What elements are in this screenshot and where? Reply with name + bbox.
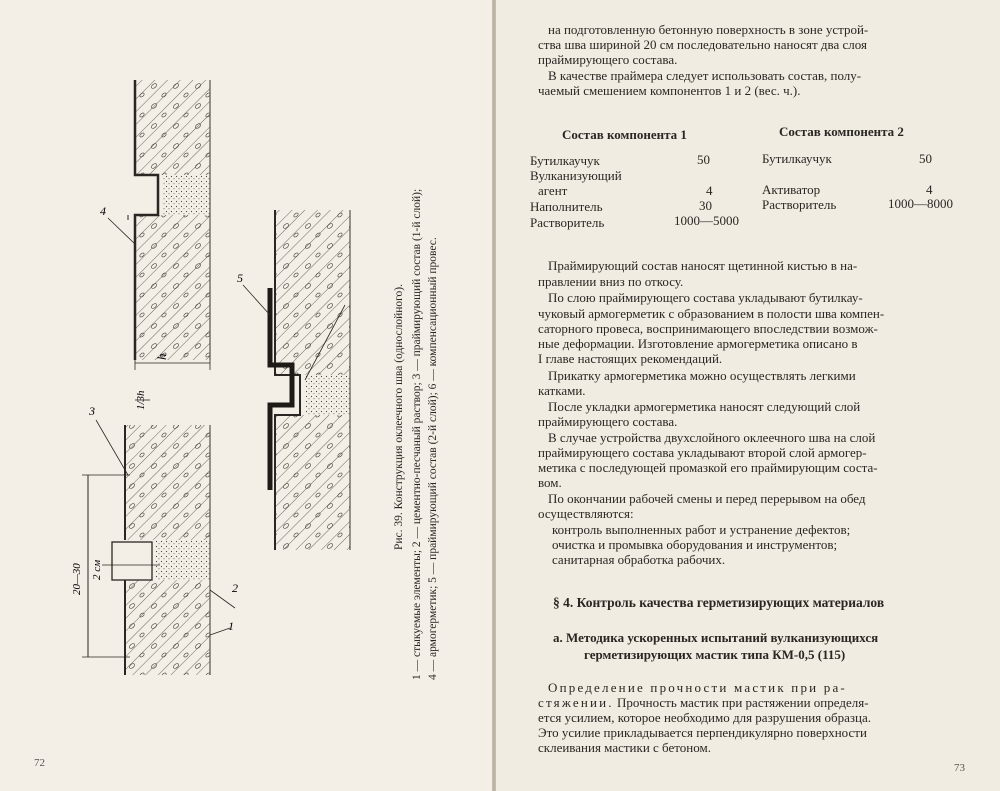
caption-line-2: 1 — стыкуемые элементы; 2 — цементно-песчаный раствор; 3 — праймирующий состав (1-й слой); — [411, 188, 423, 680]
lower-left-element — [71, 425, 210, 675]
page-number-left: 72 — [34, 757, 45, 769]
component-2-title: Состав компонента 2 — [779, 124, 904, 139]
right-element-with-sealant — [270, 210, 350, 550]
label-4: 4 — [100, 204, 106, 218]
label-1: 1 — [228, 619, 234, 633]
label-5: 5 — [237, 271, 243, 285]
label-2: 2 — [232, 581, 238, 595]
dimension-h — [135, 354, 210, 411]
page-number-right: 73 — [954, 762, 965, 774]
list-item: очистка и промывка оборудования и инструментов; — [552, 537, 838, 552]
list-item: контроль выполненных работ и устранение дефектов; — [552, 522, 851, 537]
left-page — [0, 0, 492, 791]
joint-construction-figure — [60, 60, 400, 700]
list-item: санитарная обработка рабочих. — [552, 552, 726, 567]
width-range-label: 20—30 — [71, 563, 83, 595]
component-1-title: Состав компонента 1 — [562, 127, 687, 142]
mortar-filling — [162, 175, 210, 215]
width-cm-label: 2 см — [91, 559, 103, 580]
h3-label: 1/3h — [135, 390, 147, 410]
upper-left-element — [128, 80, 210, 360]
caption-line-3: 4 — армогерметик; 5 — праймирующий состав (2-й слой); 6 — компенсационный провес. — [427, 237, 439, 680]
label-3: 3 — [89, 404, 95, 418]
h-label: h — [154, 353, 169, 360]
caption-line-1: Рис. 39. Конструкция оклеечного шва (однослойного). — [393, 283, 405, 550]
section-heading: § 4. Контроль качества герметизирующих материалов — [553, 595, 885, 610]
